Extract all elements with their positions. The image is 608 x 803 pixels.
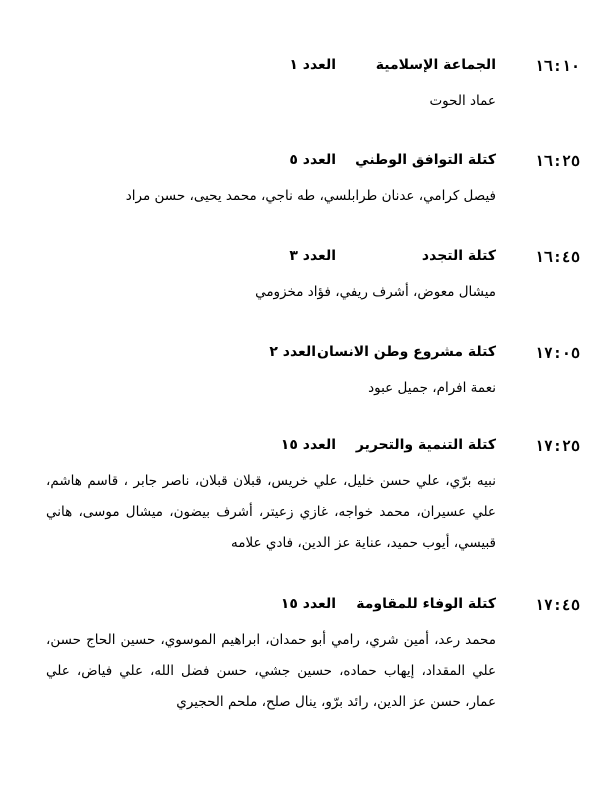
entry-header [0, 57, 608, 83]
group-name: كتلة الوفاء للمقاومة [356, 596, 496, 612]
schedule-entry [0, 248, 608, 300]
member-count: العدد ١٥ [280, 437, 336, 453]
member-count: العدد ١٥ [280, 596, 336, 612]
time-slot: ١٧:٢٥ [534, 437, 580, 455]
member-names: عماد الحوت [429, 93, 496, 109]
time-slot: ١٧:٠٥ [534, 344, 580, 362]
schedule-entry [0, 344, 608, 396]
member-names: نبيه برّي، علي حسن خليل، علي خريس، قبلان قبلان، ناصر جابر ، قاسم هاشم، علي عسيران، محمد خواجه، غازي زعيتر، أشرف بيضون، ميشال موسى، هاني قبيسي، أيوب حميد، عناية عز الدين، فادي علامه [46, 473, 496, 551]
schedule-entry [0, 152, 608, 204]
time-slot: ١٦:١٠ [534, 57, 580, 75]
group-name: كتلة مشروع وطن الانسان [317, 344, 496, 360]
entry-header [0, 596, 608, 622]
entry-header [0, 437, 608, 463]
schedule-entry [0, 596, 608, 710]
time-slot: ١٧:٤٥ [534, 596, 580, 614]
member-count: العدد ١ [289, 57, 336, 73]
time-slot: ١٦:٢٥ [534, 152, 580, 170]
member-names: نعمة افرام، جميل عبود [368, 380, 496, 396]
schedule-entry [0, 57, 608, 109]
member-count: العدد ٣ [289, 248, 336, 264]
member-count: العدد ٢ [269, 344, 316, 360]
schedule-entry [0, 437, 608, 551]
member-names: فيصل كرامي، عدنان طرابلسي، طه ناجي، محمد يحيى، حسن مراد [125, 188, 496, 204]
group-name: الجماعة الإسلامية [375, 57, 496, 73]
entry-header [0, 152, 608, 178]
entry-header [0, 344, 608, 370]
time-slot: ١٦:٤٥ [534, 248, 580, 266]
group-name: كتلة التجدد [421, 248, 496, 264]
group-name: كتلة التنمية والتحرير [355, 437, 496, 453]
group-name: كتلة التوافق الوطني [355, 152, 496, 168]
member-count: العدد ٥ [289, 152, 336, 168]
member-names: محمد رعد، أمين شري، رامي أبو حمدان، ابراهيم الموسوي، حسين الحاج حسن، علي المقداد، إيهاب حماده، حسين جشي، حسن فضل الله، علي فياض، علي عمار، حسن عز الدين، رائد برّو، ينال صلح، ملحم الحجيري [46, 632, 496, 710]
member-names: ميشال معوض، أشرف ريفي، فؤاد مخزومي [255, 284, 496, 300]
entry-header [0, 248, 608, 274]
